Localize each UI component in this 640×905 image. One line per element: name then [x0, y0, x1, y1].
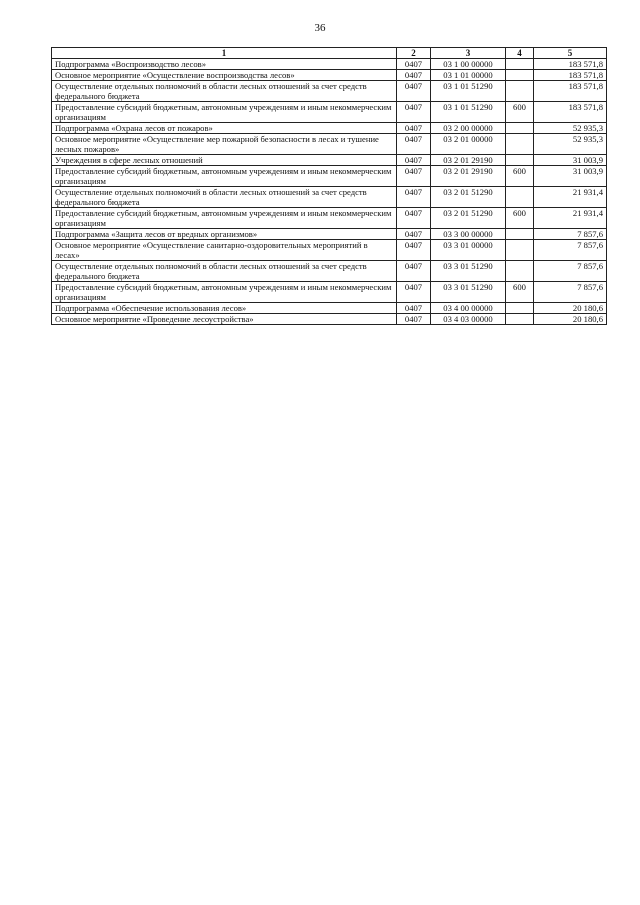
table-header-row — [52, 48, 607, 59]
row-section: 0407 — [397, 282, 431, 303]
table-row — [52, 59, 607, 70]
row-sum: 183 571,8 — [534, 102, 607, 123]
row-section: 0407 — [397, 187, 431, 208]
table-row — [52, 229, 607, 240]
column-header-sum: 5 — [534, 48, 607, 59]
row-name: Основное мероприятие «Осуществление мер пожарной безопасности в лесах и тушение лесных пожаров» — [52, 134, 397, 155]
row-sum: 52 935,3 — [534, 134, 607, 155]
page-number: 36 — [314, 22, 326, 34]
row-sum: 21 931,4 — [534, 187, 607, 208]
row-section: 0407 — [397, 134, 431, 155]
row-section: 0407 — [397, 240, 431, 261]
row-sum: 7 857,6 — [534, 282, 607, 303]
row-type — [506, 303, 534, 314]
row-type — [506, 187, 534, 208]
row-section: 0407 — [397, 261, 431, 282]
row-sum: 7 857,6 — [534, 240, 607, 261]
row-sum: 183 571,8 — [534, 59, 607, 70]
row-code: 03 3 01 51290 — [431, 282, 506, 303]
row-name: Осуществление отдельных полномочий в области лесных отношений за счет средств федерального бюджета — [52, 81, 397, 102]
row-section: 0407 — [397, 59, 431, 70]
row-section: 0407 — [397, 314, 431, 325]
row-name: Подпрограмма «Охрана лесов от пожаров» — [52, 123, 397, 134]
row-sum: 20 180,6 — [534, 314, 607, 325]
column-header-name: 1 — [52, 48, 397, 59]
row-section: 0407 — [397, 208, 431, 229]
table-row — [52, 303, 607, 314]
row-name: Предоставление субсидий бюджетным, автономным учреждениям и иным некоммерческим организациям — [52, 102, 397, 123]
row-name: Основное мероприятие «Осуществление санитарно-оздоровительных мероприятий в лесах» — [52, 240, 397, 261]
row-type: 600 — [506, 166, 534, 187]
row-code: 03 2 01 00000 — [431, 134, 506, 155]
column-header-type: 4 — [506, 48, 534, 59]
table-row — [52, 166, 607, 187]
row-sum: 183 571,8 — [534, 81, 607, 102]
row-code: 03 1 00 00000 — [431, 59, 506, 70]
row-code: 03 1 01 51290 — [431, 81, 506, 102]
table-row — [52, 261, 607, 282]
row-code: 03 4 03 00000 — [431, 314, 506, 325]
table-row — [52, 208, 607, 229]
table-row — [52, 240, 607, 261]
row-type: 600 — [506, 208, 534, 229]
row-name: Основное мероприятие «Проведение лесоустройства» — [52, 314, 397, 325]
row-name: Осуществление отдельных полномочий в области лесных отношений за счет средств федерального бюджета — [52, 261, 397, 282]
table-row — [52, 187, 607, 208]
row-code: 03 2 01 51290 — [431, 208, 506, 229]
row-type — [506, 59, 534, 70]
row-code: 03 1 01 51290 — [431, 102, 506, 123]
table-row — [52, 81, 607, 102]
row-sum: 183 571,8 — [534, 70, 607, 81]
row-sum: 21 931,4 — [534, 208, 607, 229]
row-section: 0407 — [397, 166, 431, 187]
row-sum: 7 857,6 — [534, 261, 607, 282]
row-name: Предоставление субсидий бюджетным, автономным учреждениям и иным некоммерческим организациям — [52, 166, 397, 187]
row-section: 0407 — [397, 155, 431, 166]
row-name: Осуществление отдельных полномочий в области лесных отношений за счет средств федерального бюджета — [52, 187, 397, 208]
row-type — [506, 261, 534, 282]
table-row — [52, 314, 607, 325]
row-code: 03 2 01 29190 — [431, 166, 506, 187]
row-sum: 31 003,9 — [534, 166, 607, 187]
column-header-section: 2 — [397, 48, 431, 59]
row-name: Подпрограмма «Защита лесов от вредных организмов» — [52, 229, 397, 240]
row-name: Подпрограмма «Воспроизводство лесов» — [52, 59, 397, 70]
row-type — [506, 123, 534, 134]
row-code: 03 3 01 00000 — [431, 240, 506, 261]
row-type — [506, 240, 534, 261]
row-section: 0407 — [397, 81, 431, 102]
column-header-code: 3 — [431, 48, 506, 59]
row-section: 0407 — [397, 303, 431, 314]
row-name: Основное мероприятие «Осуществление воспроизводства лесов» — [52, 70, 397, 81]
row-sum: 20 180,6 — [534, 303, 607, 314]
row-code: 03 4 00 00000 — [431, 303, 506, 314]
row-code: 03 1 01 00000 — [431, 70, 506, 81]
row-name: Предоставление субсидий бюджетным, автономным учреждениям и иным некоммерческим организациям — [52, 208, 397, 229]
row-sum: 31 003,9 — [534, 155, 607, 166]
table-row — [52, 102, 607, 123]
row-section: 0407 — [397, 123, 431, 134]
row-type — [506, 81, 534, 102]
row-sum: 52 935,3 — [534, 123, 607, 134]
row-type — [506, 314, 534, 325]
table-row — [52, 70, 607, 81]
row-type: 600 — [506, 282, 534, 303]
row-type — [506, 155, 534, 166]
table-row — [52, 134, 607, 155]
row-section: 0407 — [397, 102, 431, 123]
budget-table — [51, 47, 607, 325]
row-type — [506, 134, 534, 155]
row-section: 0407 — [397, 70, 431, 81]
row-section: 0407 — [397, 229, 431, 240]
row-type — [506, 70, 534, 81]
row-code: 03 3 01 51290 — [431, 261, 506, 282]
row-code: 03 2 01 29190 — [431, 155, 506, 166]
row-type: 600 — [506, 102, 534, 123]
table-row — [52, 282, 607, 303]
row-sum: 7 857,6 — [534, 229, 607, 240]
row-name: Учреждения в сфере лесных отношений — [52, 155, 397, 166]
row-code: 03 2 01 51290 — [431, 187, 506, 208]
row-name: Подпрограмма «Обеспечение использования лесов» — [52, 303, 397, 314]
row-name: Предоставление субсидий бюджетным, автономным учреждениям и иным некоммерческим организациям — [52, 282, 397, 303]
table-row — [52, 123, 607, 134]
row-code: 03 3 00 00000 — [431, 229, 506, 240]
row-type — [506, 229, 534, 240]
row-code: 03 2 00 00000 — [431, 123, 506, 134]
table-row — [52, 155, 607, 166]
